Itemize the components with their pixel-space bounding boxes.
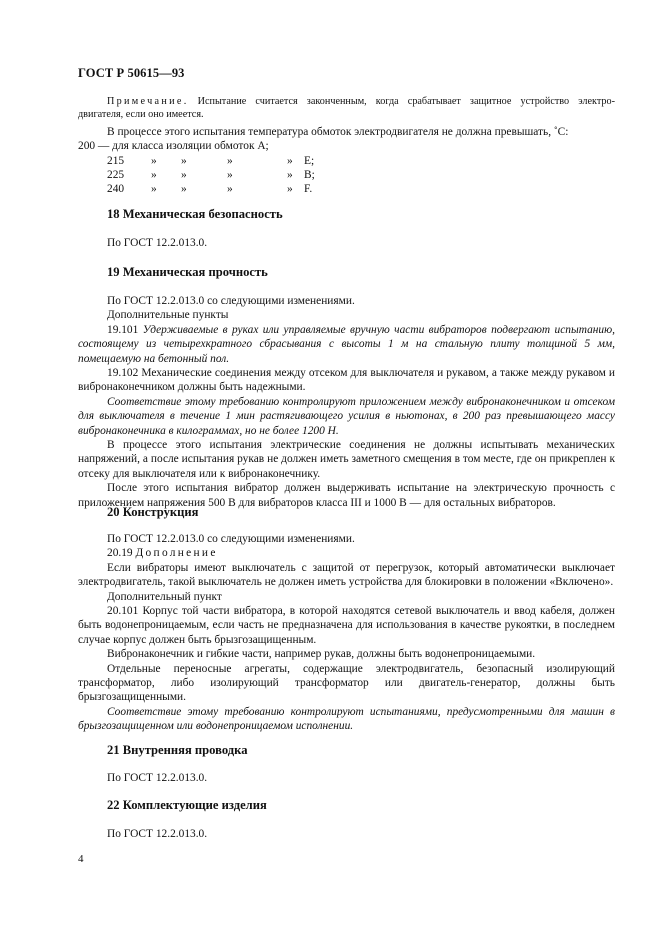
section-19-body — [78, 294, 615, 510]
section-22-body — [78, 827, 615, 841]
note-paragraph — [78, 96, 615, 121]
section-20-p2 — [78, 546, 615, 560]
ditto-mark: » — [227, 169, 233, 181]
section-20-p8: Соответствие этому требованию контролируют испытаниями, предусмотренными для машин в брызгозащищенном или водонепроницаемом исполнении. — [78, 705, 615, 733]
clause-number: 19.101 — [107, 323, 139, 336]
insulation-class: F. — [304, 183, 313, 195]
section-22-text: По ГОСТ 12.2.013.0. — [107, 828, 208, 840]
clause-text: Удерживаемые в руках или управляемые вручную части вибраторов подвергают испытанию, состоящему из четырехкратного сбрасывания с высоты 1 м на стальную плиту толщиной 5 мм, помещаемую на бетонный пол. — [78, 323, 615, 365]
section-20-p5: 20.101 Корпус той части вибратора, в которой находятся сетевой выключатель и ввод кабеля, должен быть водонепроницаемым, если часть не предназначена для использования в качестве рукоятки, в последнем случае корпус должен быть брызгозащищенным. — [78, 605, 615, 646]
temperature-paragraph — [78, 125, 615, 154]
note-line-1 — [78, 96, 615, 109]
section-heading-21: 21 Внутренняя проводка — [107, 743, 248, 757]
temperature-value: 225 — [107, 169, 125, 181]
section-heading-20: 20 Конструкция — [107, 505, 199, 519]
insulation-class: B; — [304, 169, 315, 181]
section-19-p7: После этого испытания вибратор должен выдерживать испытание на электрическую прочность с приложением напряжения 500 В для вибраторов класса III и 1000 В — для остальных вибраторов. — [78, 482, 615, 509]
clause-number: 20.19 — [107, 547, 136, 560]
clause-label: Дополнение — [135, 547, 218, 560]
section-20-p1: По ГОСТ 12.2.013.0 со следующими изменениями. — [107, 533, 355, 545]
section-20-p6: Вибронаконечник и гибкие части, например рукав, должны быть водонепроницаемыми. — [107, 648, 536, 661]
section-18-body — [78, 236, 615, 250]
section-20-body — [78, 532, 615, 734]
temperature-value: 215 — [107, 155, 125, 167]
section-19-p3 — [78, 323, 615, 366]
ditto-mark: » — [227, 183, 233, 195]
section-19-p1: По ГОСТ 12.2.013.0 со следующими изменениями. — [107, 295, 355, 307]
section-heading-18: 18 Механическая безопасность — [107, 207, 283, 221]
page-header: ГОСТ Р 50615—93 — [78, 66, 185, 80]
ditto-mark: » — [227, 155, 233, 167]
section-20-p3: Если вибраторы имеют выключатель с защитой от перегрузок, который автоматически выключает электродвигатель, такой выключатель не должен иметь устройства для блокировки в положении «Включено». — [78, 561, 615, 589]
ditto-mark: » — [287, 183, 293, 195]
ditto-mark: » — [181, 183, 187, 195]
section-heading-22: 22 Комплектующие изделия — [107, 798, 267, 812]
ditto-mark: » — [151, 183, 157, 195]
section-19-p5: Соответствие этому требованию контролируют приложением между вибронаконечником и отсеком для выключателя в течение 1 мин растягивающего усилия в ньютонах, в 200 раз превышающего массу вибронаконечника в килограммах, но не более 1200 Н. — [78, 395, 615, 437]
section-21-text: По ГОСТ 12.2.013.0. — [107, 772, 208, 784]
section-19-p4: 19.102 Механические соединения между отсеком для выключателя и рукавом, а также между рукавом и вибронаконечником должны быть надежными. — [78, 367, 615, 394]
insulation-class: E; — [304, 155, 315, 167]
section-19-p6: В процессе этого испытания электрические соединения не должны испытывать механических напряжений, а после испытания рукав не должен иметь заметного смещения в том месте, где он прикреплен к отсеку для выключателя или к вибронаконечнику. — [78, 439, 615, 480]
ditto-mark: » — [151, 155, 157, 167]
temperature-value: 240 — [107, 183, 125, 195]
ditto-mark: » — [287, 155, 293, 167]
ditto-mark: » — [181, 169, 187, 181]
temperature-intro: В процессе этого испытания температура обмоток электродвигателя не должна превышать, ˚С: — [107, 126, 569, 138]
ditto-mark: » — [287, 169, 293, 181]
ditto-mark: » — [181, 155, 187, 167]
page-number: 4 — [78, 853, 84, 865]
temperature-row-first: 200 — для класса изоляции обмоток А; — [78, 140, 269, 153]
ditto-mark: » — [151, 169, 157, 181]
note-label: Примечание. — [107, 96, 189, 107]
section-20-p4: Дополнительный пункт — [107, 590, 222, 603]
section-20-p7: Отдельные переносные агрегаты, содержащие электродвигатель, безопасный изолирующий трансформатор, либо изолирующий трансформатор или двигатель-генератор, должны быть брызгозащищенными. — [78, 662, 615, 704]
section-heading-19: 19 Механическая прочность — [107, 265, 268, 279]
note-line-2: двигателя, если оно имеется. — [78, 108, 204, 120]
section-21-body — [78, 771, 615, 785]
note-text: Испытание считается законченным, когда срабатывает защитное устройство электро- — [188, 96, 615, 107]
section-18-text: По ГОСТ 12.2.013.0. — [107, 237, 208, 249]
section-19-p2: Дополнительные пункты — [107, 309, 229, 322]
